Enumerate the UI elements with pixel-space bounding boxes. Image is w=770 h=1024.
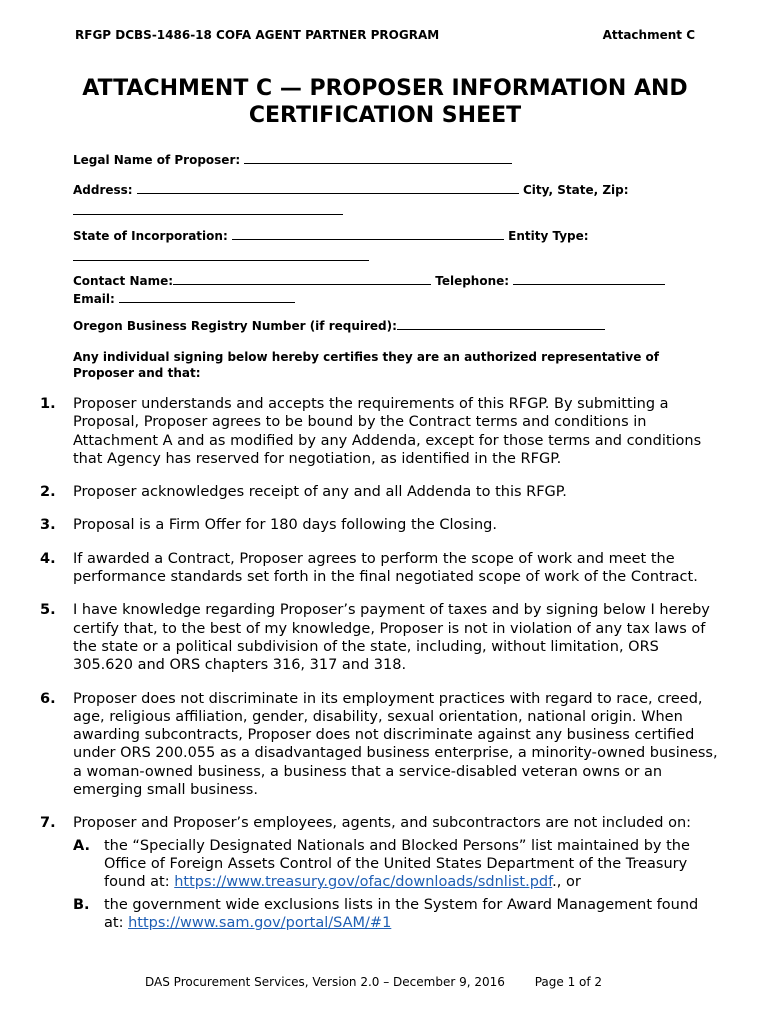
- registry-row: [73, 316, 703, 337]
- page-title: [40, 75, 730, 129]
- sublist-item-a: [73, 837, 720, 892]
- list-item: [40, 690, 720, 800]
- certification-intro: Any individual signing below hereby certifies they are an authorized representative of Proposer and that:: [73, 350, 659, 380]
- list-item: [40, 483, 720, 501]
- contact-name-label: Contact Name:: [73, 274, 174, 288]
- subitem-text: the government wide exclusions lists in the System for Award Management found at:: [104, 896, 699, 931]
- header-program: RFGP DCBS-1486-18 COFA AGENT PARTNER PROGRAM: [75, 28, 440, 42]
- subitem-trailing-text: ., or: [552, 874, 581, 891]
- title-line-1: ATTACHMENT C — PROPOSER INFORMATION AND: [82, 76, 688, 101]
- subitem-label: A.: [73, 837, 90, 854]
- telephone-field[interactable]: [513, 272, 665, 285]
- title-line-2: CERTIFICATION SHEET: [248, 103, 522, 128]
- email-field[interactable]: [119, 290, 295, 303]
- item-number: 6.: [40, 690, 56, 707]
- list-item: [40, 516, 720, 534]
- legal-name-field[interactable]: [244, 151, 512, 164]
- sublist-item-b: [73, 896, 720, 933]
- legal-name-label: Legal Name of Proposer:: [73, 153, 241, 167]
- item-number: 1.: [40, 396, 56, 412]
- item-text: Proposer acknowledges receipt of any and all Addenda to this RFGP.: [73, 484, 567, 501]
- item-text: I have knowledge regarding Proposer’s payment of taxes and by signing below I hereby certify that, to the best of my knowledge, Proposer is not in violation of any tax laws of the state or a political subdivision of the state, including, without limitation, ORS 305.620 and ORS chapters 316, 317 and 318.: [73, 602, 710, 674]
- list-item: [40, 395, 720, 468]
- header-attachment: Attachment C: [602, 28, 695, 42]
- sam-portal-link[interactable]: https://www.sam.gov/portal/SAM/#1: [128, 914, 392, 931]
- entity-type-label: Entity Type:: [508, 229, 589, 243]
- item-number: 5.: [40, 602, 56, 619]
- footer-version: DAS Procurement Services, Version 2.0 – December 9, 2016: [145, 975, 505, 989]
- subitem-text: the “Specially Designated Nationals and Blocked Persons” list maintained by the Office of Foreign Assets Control of the United States Department of the Treasury found at:: [104, 837, 690, 891]
- registry-number-field[interactable]: [397, 317, 605, 330]
- legal-name-row: [73, 150, 703, 171]
- entity-type-field[interactable]: [73, 248, 369, 261]
- list-item: [40, 601, 720, 674]
- email-label: Email:: [73, 292, 115, 306]
- state-incorporation-label: State of Incorporation:: [73, 229, 228, 243]
- item-text-container: [73, 814, 720, 932]
- list-item: [40, 814, 720, 932]
- item-text: Proposer and Proposer’s employees, agents, and subcontractors are not included on:: [73, 815, 692, 832]
- item-text: Proposal is a Firm Offer for 180 days following the Closing.: [73, 517, 497, 534]
- footer-page-number: Page 1 of 2: [534, 975, 603, 989]
- telephone-label: Telephone:: [435, 274, 510, 288]
- item-text: If awarded a Contract, Proposer agrees to perform the scope of work and meet the performance standards set forth in the final negotiated scope of work of the Contract.: [73, 550, 698, 586]
- list-item: [40, 550, 720, 587]
- city-state-zip-field[interactable]: [73, 202, 343, 215]
- certification-list: [40, 395, 720, 947]
- item-number: 4.: [40, 550, 56, 567]
- item-number: 7.: [40, 815, 56, 832]
- address-label: Address:: [73, 183, 133, 197]
- page-footer: [145, 975, 602, 989]
- contact-row: [73, 272, 703, 308]
- city-state-zip-label: City, State, Zip:: [522, 183, 629, 197]
- item-text: Proposer understands and accepts the requirements of this RFGP. By submitting a Proposal, Proposer agrees to be bound by the Contract terms and conditions in Attachment A and as modified by any Addenda, except for those terms and conditions that Agency has reserved for negotiation, as identified in the RFGP.: [73, 396, 702, 467]
- registry-number-label: Oregon Business Registry Number (if required):: [73, 319, 397, 333]
- state-incorporation-field[interactable]: [232, 227, 504, 240]
- subitem-label: B.: [73, 896, 90, 913]
- contact-name-field[interactable]: [173, 272, 431, 285]
- address-field[interactable]: [137, 181, 519, 194]
- item-number: 3.: [40, 517, 56, 534]
- ofac-sdn-link[interactable]: https://www.treasury.gov/ofac/downloads/sdnlist.pdf: [174, 874, 553, 891]
- item-text: Proposer does not discriminate in its employment practices with regard to race, creed, age, religious affiliation, gender, disability, sexual orientation, national origin. When awarding subcontracts, Proposer does not discriminate against any business certified under ORS 200.055 as a disadvantaged business enterprise, a minority-owned business, a woman-owned business, a business that a service-disabled veteran owns or an emerging small business.: [73, 690, 718, 799]
- incorporation-row: [73, 226, 703, 268]
- item-number: 2.: [40, 484, 56, 501]
- address-row: [73, 180, 703, 222]
